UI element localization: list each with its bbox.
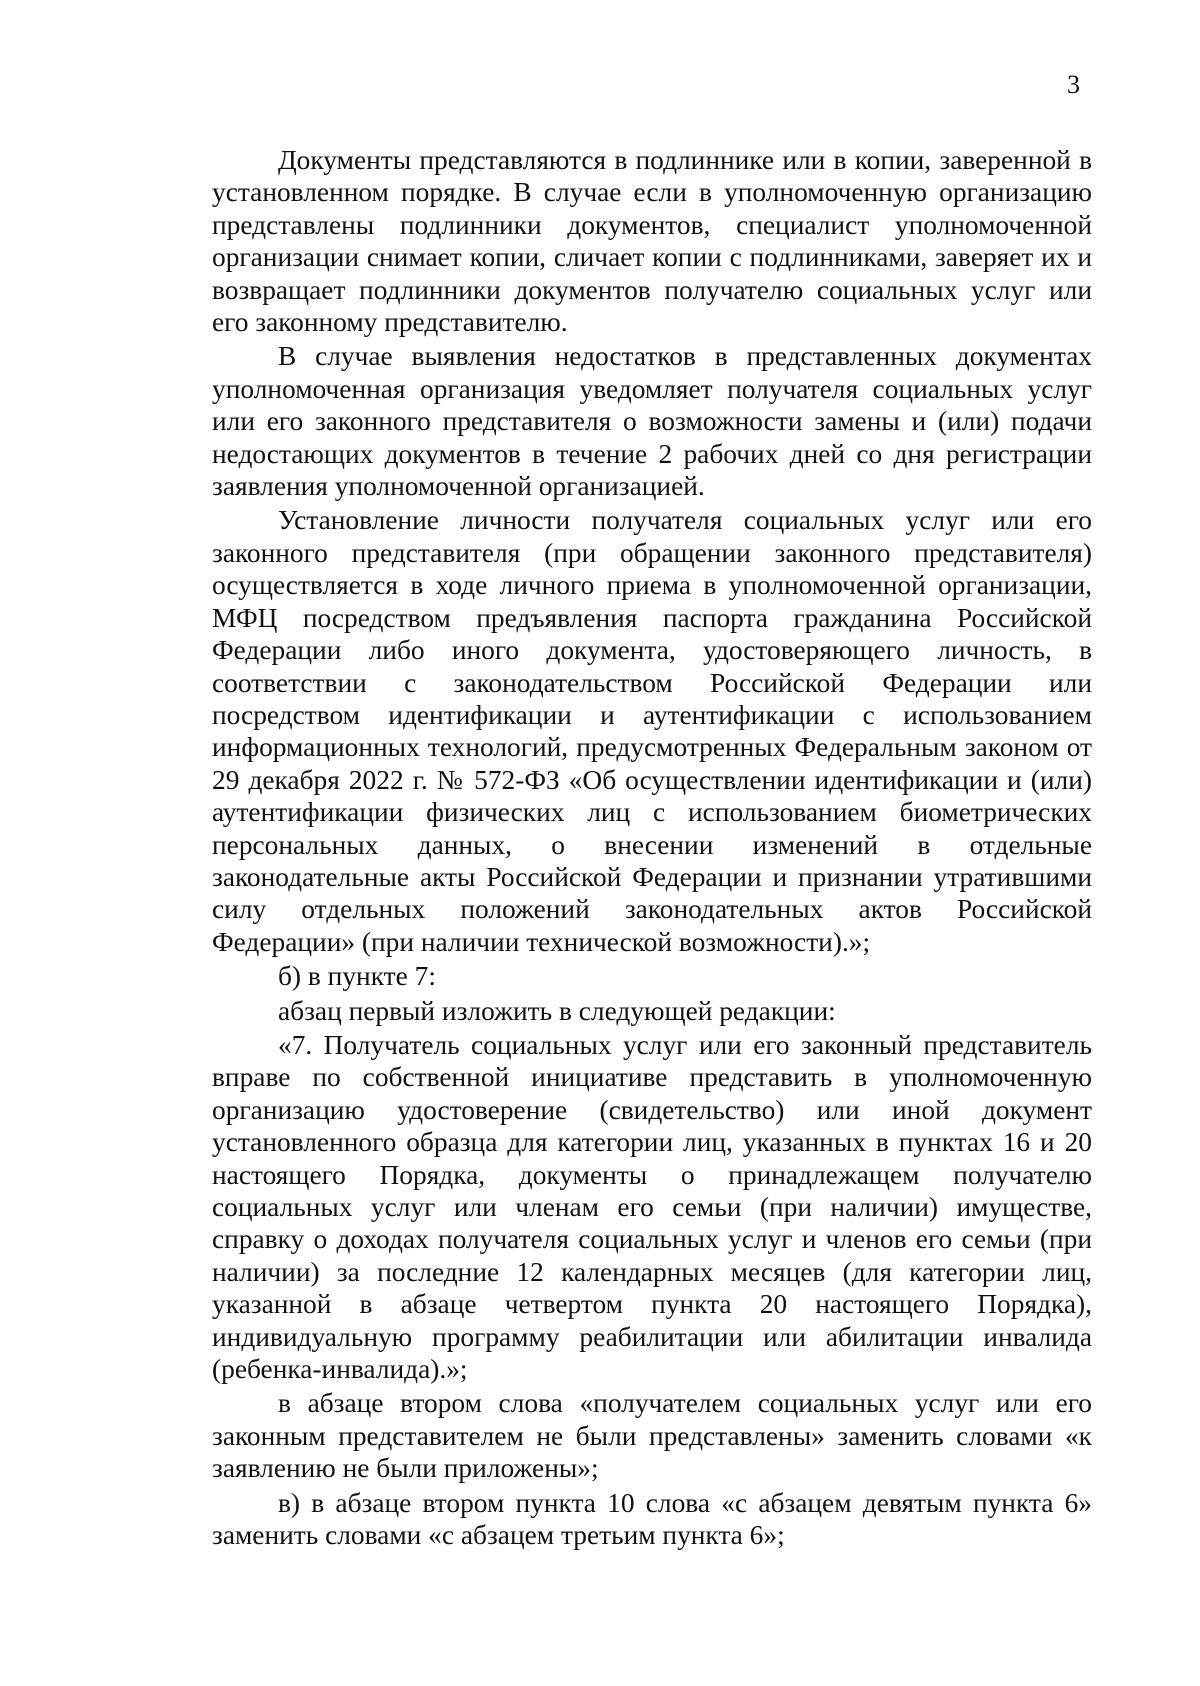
paragraph: В случае выявления недостатков в представленных документах уполномоченная организация уведомляет получателя социальных услуг или его законного представителя о возможности замены и (или) подачи недостающих документов в течение 2 рабочих дней со дня регистрации заявления уполномоченной организацией. bbox=[212, 341, 1092, 502]
page-number: 3 bbox=[1067, 70, 1080, 99]
paragraph: Документы представляются в подлиннике или в копии, заверенной в установленном порядке. В случае если в уполномоченную организацию представлены подлинники документов, специалист уполномоченной организации снимает копии, сличает копии с подлинниками, заверяет их и возвращает подлинники документов получателю социальных услуг или его законному представителю. bbox=[212, 145, 1092, 338]
paragraph: Установление личности получателя социальных услуг или его законного представителя (при обращении законного представителя) осуществляется в ходе личного приема в уполномоченной организации, МФЦ посредством предъявления паспорта гражданина Российской Федерации либо иного документа, удостоверяющего личность, в соответствии с законодательством Российской Федерации или посредством идентификации и аутентификации с использованием информационных технологий, предусмотренных Федеральным законом от 29 декабря 2022 г. № 572-ФЗ «Об осуществлении идентификации и (или) аутентификации физических лиц с использованием биометрических персональных данных, о внесении изменений в отдельные законодательные акты Российской Федерации и признании утратившими силу отдельных положений законодательных актов Российской Федерации» (при наличии технической возможности).»; bbox=[212, 505, 1092, 957]
paragraph: в абзаце втором слова «получателем социальных услуг или его законным представителем не были представлены» заменить словами «к заявлению не были приложены»; bbox=[212, 1388, 1092, 1484]
paragraph: «7. Получатель социальных услуг или его законный представитель вправе по собственной инициативе представить в уполномоченную организацию удостоверение (свидетельство) или иной документ установленного образца для категории лиц, указанных в пунктах 16 и 20 настоящего Порядка, документы о принадлежащем получателю социальных услуг или членам его семьи (при наличии) имуществе, справку о доходах получателя социальных услуг и членов его семьи (при наличии) за последние 12 календарных месяцев (для категории лиц, указанной в абзаце четвертом пункта 20 настоящего Порядка), индивидуальную программу реабилитации или абилитации инвалида (ребенка-инвалида).»; bbox=[212, 1029, 1092, 1385]
paragraph: в) в абзаце втором пункта 10 слова «с абзацем девятым пункта 6» заменить словами «с абзацем третьим пункта 6»; bbox=[212, 1487, 1092, 1551]
paragraph: б) в пункте 7: bbox=[278, 961, 436, 992]
document-body bbox=[212, 144, 1092, 1553]
paragraph: абзац первый изложить в следующей редакции: bbox=[278, 995, 836, 1026]
